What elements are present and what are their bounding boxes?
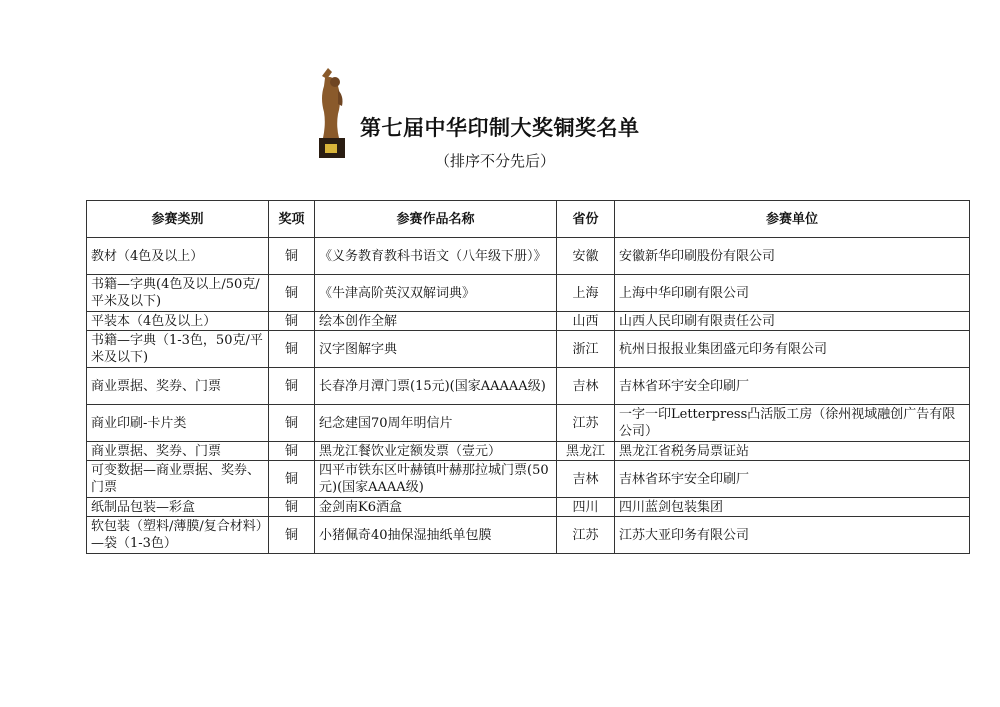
- trophy-icon: [308, 66, 354, 162]
- category-cell: 书籍—字典(4色及以上/50克/平米及以下): [87, 275, 269, 312]
- province-cell: 山西: [557, 312, 615, 331]
- table-header-row: [87, 201, 970, 238]
- province-cell: 黑龙江: [557, 442, 615, 461]
- page-title: 第七届中华印制大奖铜奖名单: [360, 116, 640, 140]
- category-cell: 软包装（塑料/薄膜/复合材料）—袋（1-3色）: [87, 517, 269, 554]
- award-cell: 铜: [269, 442, 315, 461]
- work-cell: 金剑南K6酒盒: [315, 498, 557, 517]
- work-cell: 汉字图解字典: [315, 331, 557, 368]
- award-cell: 铜: [269, 368, 315, 405]
- province-cell: 浙江: [557, 331, 615, 368]
- province-cell: 吉林: [557, 461, 615, 498]
- province-cell: 上海: [557, 275, 615, 312]
- unit-cell: 杭州日报报业集团盛元印务有限公司: [615, 331, 970, 368]
- unit-cell: 吉林省环宇安全印刷厂: [615, 368, 970, 405]
- work-cell: 《牛津高阶英汉双解词典》: [315, 275, 557, 312]
- header-unit: 参赛单位: [615, 201, 970, 238]
- table-row: [87, 312, 970, 331]
- header-province: 省份: [557, 201, 615, 238]
- category-cell: 商业印刷-卡片类: [87, 405, 269, 442]
- province-cell: 四川: [557, 498, 615, 517]
- award-cell: 铜: [269, 238, 315, 275]
- award-cell: 铜: [269, 498, 315, 517]
- unit-cell: 黑龙江省税务局票证站: [615, 442, 970, 461]
- page-subtitle: （排序不分先后）: [435, 152, 556, 170]
- work-cell: 小猪佩奇40抽保湿抽纸单包膜: [315, 517, 557, 554]
- work-cell: 纪念建国70周年明信片: [315, 405, 557, 442]
- header-category: 参赛类别: [87, 201, 269, 238]
- table-row: [87, 442, 970, 461]
- province-cell: 吉林: [557, 368, 615, 405]
- category-cell: 商业票据、奖券、门票: [87, 442, 269, 461]
- category-cell: 可变数据—商业票据、奖券、门票: [87, 461, 269, 498]
- table-row: [87, 238, 970, 275]
- unit-cell: 上海中华印刷有限公司: [615, 275, 970, 312]
- header-work: 参赛作品名称: [315, 201, 557, 238]
- header-award: 奖项: [269, 201, 315, 238]
- unit-cell: 吉林省环宇安全印刷厂: [615, 461, 970, 498]
- award-cell: 铜: [269, 405, 315, 442]
- province-cell: 江苏: [557, 405, 615, 442]
- table-row: [87, 368, 970, 405]
- unit-cell: 山西人民印刷有限责任公司: [615, 312, 970, 331]
- table-row: [87, 461, 970, 498]
- table-row: [87, 275, 970, 312]
- province-cell: 江苏: [557, 517, 615, 554]
- award-cell: 铜: [269, 461, 315, 498]
- category-cell: 商业票据、奖券、门票: [87, 368, 269, 405]
- work-cell: 绘本创作全解: [315, 312, 557, 331]
- unit-cell: 四川蓝剑包装集团: [615, 498, 970, 517]
- table-row: [87, 331, 970, 368]
- work-cell: 《义务教育教科书语文（八年级下册）》: [315, 238, 557, 275]
- table-row: [87, 498, 970, 517]
- bronze-award-table: [86, 200, 970, 554]
- unit-cell: 一字一印Letterpress凸活版工房（徐州视域融创广告有限公司）: [615, 405, 970, 442]
- table-row: [87, 517, 970, 554]
- award-cell: 铜: [269, 331, 315, 368]
- award-cell: 铜: [269, 312, 315, 331]
- unit-cell: 安徽新华印刷股份有限公司: [615, 238, 970, 275]
- work-cell: 长春净月潭门票(15元)(国家AAAAA级): [315, 368, 557, 405]
- work-cell: 黑龙江餐饮业定额发票（壹元）: [315, 442, 557, 461]
- work-cell: 四平市铁东区叶赫镇叶赫那拉城门票(50元)(国家AAAA级): [315, 461, 557, 498]
- award-cell: 铜: [269, 275, 315, 312]
- unit-cell: 江苏大亚印务有限公司: [615, 517, 970, 554]
- category-cell: 书籍—字典（1-3色，50克/平米及以下): [87, 331, 269, 368]
- category-cell: 教材（4色及以上）: [87, 238, 269, 275]
- category-cell: 平装本（4色及以上）: [87, 312, 269, 331]
- province-cell: 安徽: [557, 238, 615, 275]
- award-cell: 铜: [269, 517, 315, 554]
- table-row: [87, 405, 970, 442]
- category-cell: 纸制品包装—彩盒: [87, 498, 269, 517]
